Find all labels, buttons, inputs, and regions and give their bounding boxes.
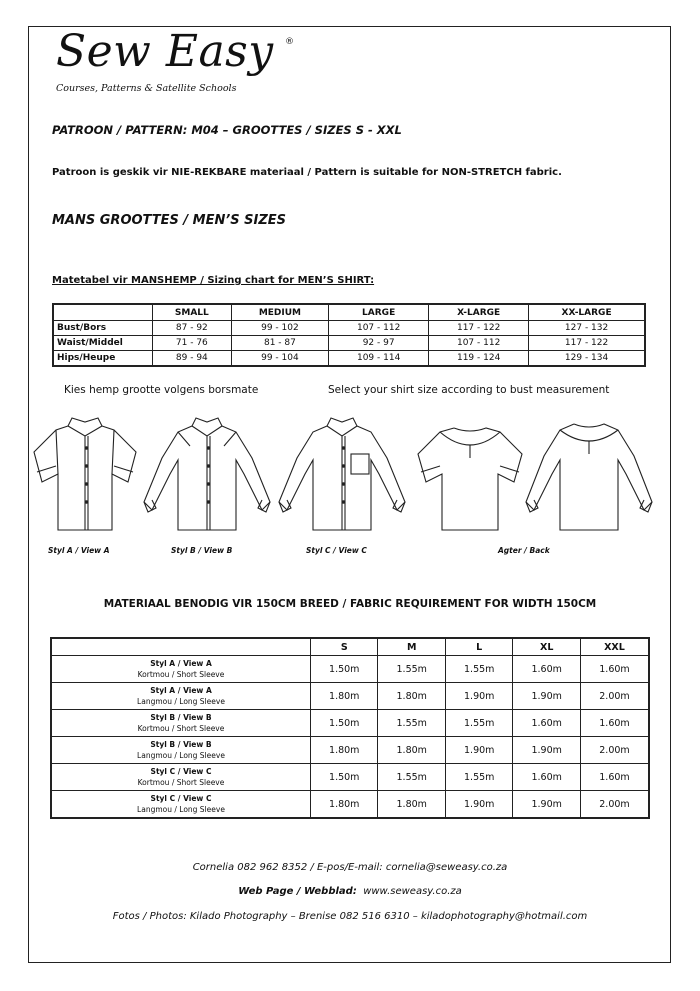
table-cell: 1.55m	[445, 710, 512, 737]
table-cell: 1.60m	[580, 710, 649, 737]
table-cell: 1.50m	[311, 710, 378, 737]
style-cell	[51, 683, 311, 710]
table-cell: 1.55m	[378, 764, 445, 791]
table-cell: 1.60m	[513, 656, 580, 683]
table-row	[51, 683, 649, 710]
column-header: XX-LARGE	[529, 304, 645, 321]
table-cell: 1.60m	[513, 710, 580, 737]
sleeve-type: Kortmou / Short Sleeve	[137, 724, 225, 733]
column-header: LARGE	[329, 304, 429, 321]
table-cell: 1.80m	[378, 683, 445, 710]
view-a-label: Styl A / View A	[48, 546, 110, 555]
column-header: XXL	[580, 638, 649, 656]
table-cell: 1.90m	[513, 683, 580, 710]
table-cell: 1.80m	[311, 791, 378, 819]
row-label: Waist/Middel	[53, 336, 153, 351]
row-label: Bust/Bors	[53, 321, 153, 336]
photo-credit-line: Fotos / Photos: Kilado Photography – Brenise 082 516 6310 – kiladophotography@hotmail.com	[112, 911, 588, 922]
select-note-english: Select your shirt size according to bust measurement	[328, 384, 610, 396]
shirt-back-long-illustration	[522, 412, 656, 538]
table-cell: 1.90m	[445, 737, 512, 764]
column-header: M	[378, 638, 445, 656]
style-name: Styl C / View C	[150, 767, 212, 776]
column-header: L	[445, 638, 512, 656]
shirt-view-c-illustration	[275, 412, 410, 538]
view-c-label: Styl C / View C	[306, 546, 367, 555]
style-cell	[51, 737, 311, 764]
shirt-view-a-illustration	[28, 412, 142, 538]
table-cell: 1.55m	[445, 656, 512, 683]
table-row	[53, 336, 645, 351]
table-header-row	[53, 304, 645, 321]
sleeve-type: Kortmou / Short Sleeve	[137, 778, 225, 787]
table-cell: 1.50m	[311, 764, 378, 791]
table-row	[53, 321, 645, 336]
table-cell: 99 - 102	[231, 321, 328, 336]
table-cell: 71 - 76	[153, 336, 232, 351]
style-cell	[51, 656, 311, 683]
shirt-back-short-illustration	[412, 418, 528, 538]
fabric-suitability: Patroon is geskik vir NIE-REKBARE materiaal / Pattern is suitable for NON-STRETCH fabric.	[52, 167, 562, 178]
website-line	[0, 886, 700, 897]
table-cell: 1.55m	[445, 764, 512, 791]
table-cell: 107 - 112	[429, 336, 529, 351]
table-cell: 99 - 104	[231, 351, 328, 367]
table-cell: 129 - 134	[529, 351, 645, 367]
sleeve-type: Langmou / Long Sleeve	[137, 751, 225, 760]
table-cell: 1.50m	[311, 656, 378, 683]
style-cell	[51, 764, 311, 791]
table-cell: 89 - 94	[153, 351, 232, 367]
sleeve-type: Kortmou / Short Sleeve	[137, 670, 225, 679]
column-header: SMALL	[153, 304, 232, 321]
style-name: Styl A / View A	[150, 686, 212, 695]
shirt-view-b-illustration	[140, 412, 275, 538]
table-cell: 2.00m	[580, 683, 649, 710]
style-cell	[51, 791, 311, 819]
table-cell: 1.90m	[445, 791, 512, 819]
table-cell: 1.55m	[378, 656, 445, 683]
table-cell: 1.60m	[513, 764, 580, 791]
table-row	[51, 656, 649, 683]
table-cell: 119 - 124	[429, 351, 529, 367]
table-cell: 1.55m	[378, 710, 445, 737]
column-header: MEDIUM	[231, 304, 328, 321]
style-name: Styl B / View B	[150, 713, 212, 722]
table-cell: 117 - 122	[529, 336, 645, 351]
table-row	[53, 351, 645, 367]
column-header: X-LARGE	[429, 304, 529, 321]
table-cell: 1.60m	[580, 764, 649, 791]
table-cell: 109 - 114	[329, 351, 429, 367]
table-cell: 1.90m	[513, 737, 580, 764]
view-b-label: Styl B / View B	[171, 546, 233, 555]
table-header-blank	[53, 304, 153, 321]
size-chart-table	[52, 303, 646, 367]
column-header: XL	[513, 638, 580, 656]
website-label: Web Page / Webblad:	[238, 886, 357, 897]
select-note-afrikaans: Kies hemp grootte volgens borsmate	[64, 384, 259, 396]
table-cell: 1.90m	[513, 791, 580, 819]
table-cell: 1.80m	[378, 791, 445, 819]
table-cell: 81 - 87	[231, 336, 328, 351]
sizes-heading: MANS GROOTTES / MEN’S SIZES	[52, 213, 287, 228]
table-cell: 2.00m	[580, 737, 649, 764]
sleeve-type: Langmou / Long Sleeve	[137, 697, 225, 706]
style-name: Styl B / View B	[150, 740, 212, 749]
style-name: Styl A / View A	[150, 659, 212, 668]
table-cell: 2.00m	[580, 791, 649, 819]
table-cell: 1.80m	[378, 737, 445, 764]
table-row	[51, 791, 649, 819]
brand-logo: Sew Easy	[56, 26, 274, 77]
contact-line: Cornelia 082 962 8352 / E-pos/E-mail: cornelia@seweasy.co.za	[192, 862, 508, 873]
table-row	[51, 710, 649, 737]
table-row	[51, 764, 649, 791]
table-cell: 87 - 92	[153, 321, 232, 336]
table-header-blank	[51, 638, 311, 656]
fabric-requirement-table	[50, 637, 650, 819]
brand-tagline: Courses, Patterns & Satellite Schools	[56, 83, 237, 94]
column-header: S	[311, 638, 378, 656]
table-header-row	[51, 638, 649, 656]
table-cell: 92 - 97	[329, 336, 429, 351]
back-view-label: Agter / Back	[498, 546, 550, 555]
style-cell	[51, 710, 311, 737]
table-cell: 127 - 132	[529, 321, 645, 336]
table-cell: 1.80m	[311, 737, 378, 764]
fabric-requirement-heading: MATERIAAL BENODIG VIR 150CM BREED / FABRIC REQUIREMENT FOR WIDTH 150CM	[103, 598, 597, 610]
table-cell: 1.90m	[445, 683, 512, 710]
table-row	[51, 737, 649, 764]
table-cell: 117 - 122	[429, 321, 529, 336]
sleeve-type: Langmou / Long Sleeve	[137, 805, 225, 814]
table-cell: 1.60m	[580, 656, 649, 683]
size-chart-title: Matetabel vir MANSHEMP / Sizing chart for MEN’S SHIRT:	[52, 275, 375, 286]
table-cell: 107 - 112	[329, 321, 429, 336]
table-cell: 1.80m	[311, 683, 378, 710]
row-label: Hips/Heupe	[53, 351, 153, 367]
website-link[interactable]: www.seweasy.co.za	[363, 886, 462, 897]
registered-mark: ®	[285, 37, 294, 47]
pattern-title: PATROON / PATTERN: M04 – GROOTTES / SIZES S - XXL	[52, 123, 402, 137]
style-name: Styl C / View C	[150, 794, 212, 803]
